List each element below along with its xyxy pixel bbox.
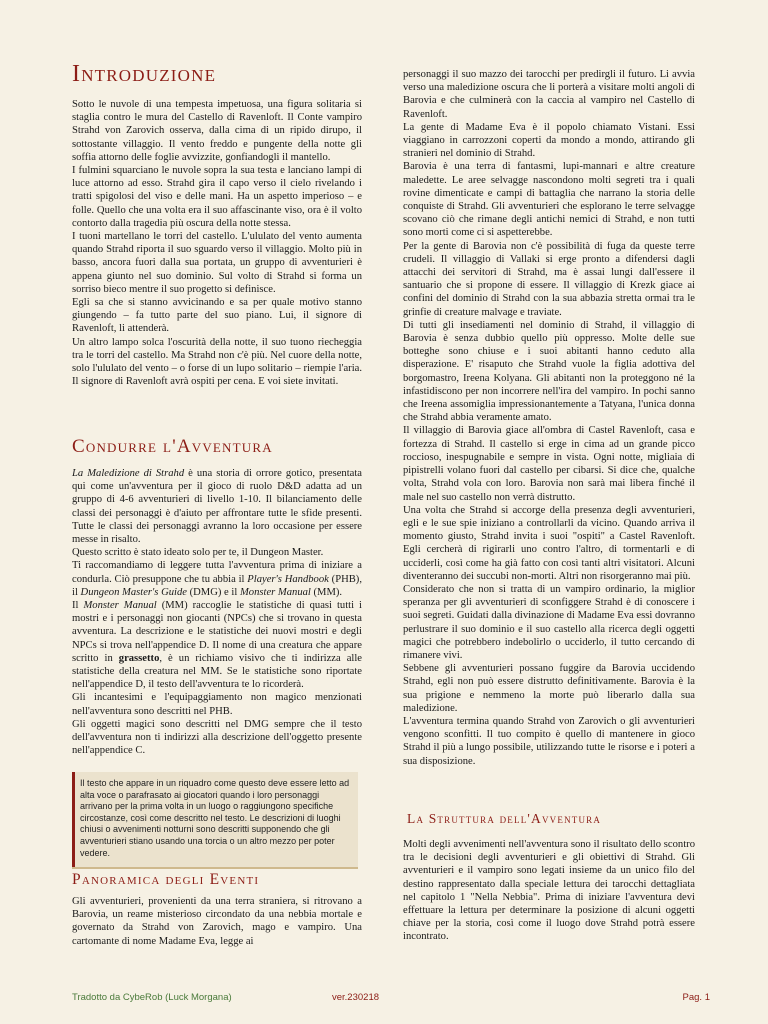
intro-paragraph: Un altro lampo solca l'oscurità della notte, il suo tuono riecheggia tra le torri del castello. Ma Strahd non c'è più. Nel cuore della notte, solo l'ululato del vento – o forse di un lupo solitario – riempie l'aria. Il signore di Ravenloft avrà ospiti per cena. E voi siete invitati.	[72, 336, 362, 388]
struttura-text	[403, 838, 695, 944]
condurre-paragraph	[72, 559, 362, 599]
right-paragraph: Di tutti gli insediamenti nel dominio di Strahd, il villaggio di Barovia è senza dubbio quello più oppresso. Molte delle sue botteghe sono chiuse e i suoi abitanti hanno ceduto alla disperazione. E' risaputo che Strahd vuole la figlia adottiva del borgomastro, Ireena Kolyana. Gli abitanti non la proteggono né la infastidiscono per non incorrere nell'ira del vampiro. In pochi sanno che Ireena assomiglia impressionantemente a Tatyana, l'unica donna che Strahd abbia veramente amato.	[403, 319, 695, 424]
struttura-paragraph: Molti degli avvenimenti nell'avventura sono il risultato dello scontro tra le decisioni degli avventurieri e gli obiettivi di Strahd. Gli avventurieri e il vampiro sono legati insieme da un unico filo del destino rappresentato dalla speciale lettura dei tarocchi dettagliata nel capitolo 1 "Nella Nebbia". Prima di iniziare l'avventura devi effettuare la lettura per determinare la posizione di alcuni oggetti chiave per la storia, così come il luogo dove Strahd potrà essere incontrato.	[403, 839, 695, 943]
text-span: (MM) raccoglie le statistiche di quasi tutti i mostri e i personaggi non giocanti (NPCs) che si trovano in questa avventura. La descrizione e le statistiche dei nuovi mostri e degli NPCs si trova nell'appendice D. Il nome di una creatura che appare scritto in	[72, 600, 362, 664]
text-span: Ti raccomandiamo di leggere tutta l'avventura prima di iniziare a condurla. Ciò presuppone che tu abbia il	[72, 560, 362, 585]
right-paragraph: La gente di Madame Eva è il popolo chiamato Vistani. Essi viaggiano in carrozzoni coperti da mondo a mondo, attirando gli stranieri nel dominio di Strahd.	[403, 121, 695, 160]
page-footer	[72, 992, 710, 1008]
condurre-paragraph: Questo scritto è stato ideato solo per te, il Dungeon Master.	[72, 547, 324, 559]
bold-term: grassetto	[118, 652, 160, 664]
text-span: (MM).	[310, 586, 343, 598]
condurre-paragraph	[72, 599, 362, 691]
text-span: , è un richiamo visivo che ti indirizza alle statistiche della creatura nel MM. Se le statistiche sono riportate nell'appendice D, il testo dell'avventura te lo ricorderà.	[72, 652, 362, 691]
right-paragraph: Per la gente di Barovia non c'è possibilità di fuga da queste terre crudeli. Il villaggio di Vallaki si erge pronto a difendersi dagli attacchi dei servitori di Strahd, ma è assai lungi dall'essere il santuario che si propone di essere. Il villaggio di Krezk giace ai confini del dominio di Strahd con la sua abbazia stretta ormai tra le grinfie di creature malvage e traviate.	[403, 240, 695, 318]
right-paragraph: Sebbene gli avventurieri possano fuggire da Barovia uccidendo Strahd, egli non può essere distrutto definitivamente. Barovia è la sua prigione e nemmeno la morte può liberarlo dalla sua maledizione.	[403, 663, 695, 714]
right-paragraph: Barovia è una terra di fantasmi, lupi-mannari e altre creature maledette. Le aree selvagge nascondono molti segreti tra i quali rovine dimenticate e campi di battaglia che narrano la storia delle conquiste di Strahd. Gli avventurieri che esplorano le terre selvagge scovano ciò che rimane degli antichi nemici di Strahd, e non tutti sono morti come ci si aspetterebbe.	[403, 161, 695, 239]
right-text	[403, 68, 695, 768]
intro-text	[72, 98, 362, 388]
right-paragraph: Considerato che non si tratta di un vampiro ordinario, la miglior speranza per gli avventurieri di sconfiggere Strahd è di conoscere i suoi segreti. Guidati dalla divinazione di Madame Eva essi dovranno perlustrare il suo dominio e il suo castello alla ricerca degli oggetti magici che potrebbero indebolirlo o ucciderlo, il tutto cercando di rimanere vivi.	[403, 583, 695, 661]
condurre-paragraph	[72, 467, 362, 546]
book-title: Monster Manual	[83, 600, 157, 612]
book-title: Monster Manual	[239, 586, 311, 598]
intro-paragraph: I fulmini squarciano le nuvole sopra la sua testa e lanciano lampi di luce attorno ad esso. Strahd gira il capo verso il cielo rivelando i tratti spigolosi del viso e delle mani. Ha un aspetto imperioso – e folle. Quello che una volta era il suo affascinante viso, ora è il volto contorto dalla tragedia più oscura della notte stessa.	[72, 165, 362, 229]
read-aloud-box: Il testo che appare in un riquadro come questo deve essere letto ad alta voce o parafrasato ai giocatori quando i loro personaggi arrivano per la prima volta in un luogo o raggiungono specifiche circostanze, così come descritto nel testo. Le descrizioni di luoghi chiusi o avvenimenti notturni sono descritti supponendo che gli avventurieri stiano usando una torcia o un altro mezzo per poter vedere.	[72, 772, 358, 869]
book-title: Player's Handbook	[247, 573, 329, 585]
right-paragraph: Il villaggio di Barovia giace all'ombra di Castel Ravenloft, casa e fortezza di Strahd. Il castello si erge in cima ad un grande picco roccioso, inespugnabile e sempre in vista. Ogni notte, migliaia di pipistrelli volano fuori dal castello per cibarsi. Si dice che, qualche volta, Strahd vola con loro. Barovia non sarà mai libera finché il male nel suo castello non verrà distrutto.	[403, 425, 695, 503]
text-span: (PHB), il	[72, 573, 362, 598]
right-paragraph: Una volta che Strahd si accorge della presenza degli avventurieri, egli e le sue spie iniziano a controllarli da vicino. Quando arriva il momento giusto, Strahd invita i suoi "ospiti" a Castel Ravenloft. Egli cercherà di rigirarli uno contro l'altro, di tormentarli e di ucciderli, così come ha già fatto con così tanti altri visitatori. Alcuni diventeranno dei succubi non-morti. Altri non risorgeranno mai più.	[403, 504, 695, 582]
intro-heading: Introduzione	[72, 61, 217, 87]
text-span: (DMG) e il	[186, 586, 240, 598]
condurre-heading: Condurre l'Avventura	[72, 436, 273, 457]
condurre-paragraph: Gli oggetti magici sono descritti nel DMG sempre che il testo dell'avventura non ti indirizzi alla descrizione dell'oggetto presente nell'appendice C.	[72, 718, 362, 757]
panoramica-paragraph: Gli avventurieri, provenienti da una terra straniera, si ritrovano a Barovia, un reame misterioso circondato da una nebbia mortale e governato da Strahd von Zarovich, mago e vampiro. Una cartomante di nome Madame Eva, legge ai	[72, 896, 362, 947]
condurre-text	[72, 467, 362, 757]
panoramica-text	[72, 895, 362, 948]
text-span: Il	[72, 600, 84, 612]
intro-paragraph: Sotto le nuvole di una tempesta impetuosa, una figura solitaria si staglia contro le mura del Castello di Ravenloft. Il Conte vampiro Strahd von Zarovich osserva, dalla cima di un ripido dirupo, il sottostante villaggio. Il vento freddo e pungente della notte gli soffia attorno delle foglie avvizzite, gonfiandogli il mantello.	[72, 99, 362, 163]
text-span: è una storia di orrore gotico, presentata qui come un'avventura per il gioco di ruolo D&D adatta ad un gruppo di 4-6 avventurieri di livello 1-10. Il bilanciamento delle classi dei personaggi è d'aiuto per affrontare tutte le sfide presenti. Tutte le classi dei personaggi avranno la loro occasione per essere messe in risalto.	[72, 468, 362, 546]
right-paragraph: L'avventura termina quando Strahd von Zarovich o gli avventurieri vengono sconfitti. Il tuo compito è quello di mantenere in gioco Strahd il più a lungo possibile, utilizzando tutte le risorse e i poteri a sua disposizione.	[403, 715, 695, 767]
translator-credit: Tradotto da CybeRob (Luck Morgana)	[72, 992, 232, 1003]
version-label: ver.230218	[332, 992, 380, 1003]
intro-paragraph: I tuoni martellano le torri del castello. L'ululato del vento aumenta quando Strahd riporta il suo sguardo verso il villaggio. Molto più in basso, ancora fuori dalla sua portata, un gruppo di avventurieri è appena giunto nel suo dominio. Sul volto di Strahd si forma un sorriso bieco mentre il suo progetto si definisce.	[72, 231, 362, 295]
book-title: Dungeon Master's Guide	[80, 586, 187, 598]
title-emphasis: La Maledizione di Strahd	[72, 468, 185, 479]
condurre-paragraph: Gli incantesimi e l'equipaggiamento non magico menzionati nell'avventura sono descritti nel PHB.	[72, 692, 362, 717]
struttura-heading: La Struttura dell'Avventura	[407, 811, 602, 826]
page-number: Pag. 1	[682, 992, 710, 1003]
panoramica-heading: Panoramica degli Eventi	[72, 871, 260, 888]
right-paragraph: personaggi il suo mazzo dei tarocchi per predirgli il futuro. Li avvia verso una maledizione oscura che li porterà a visitare molti angoli di Barovia e che culminerà con la caccia al vampiro nel Castello di Ravenloft.	[403, 69, 695, 120]
intro-paragraph: Egli sa che si stanno avvicinando e sa per quale motivo stanno giungendo – fa tutto parte del suo piano. Lui, il signore di Ravenloft, li attenderà.	[72, 297, 362, 335]
